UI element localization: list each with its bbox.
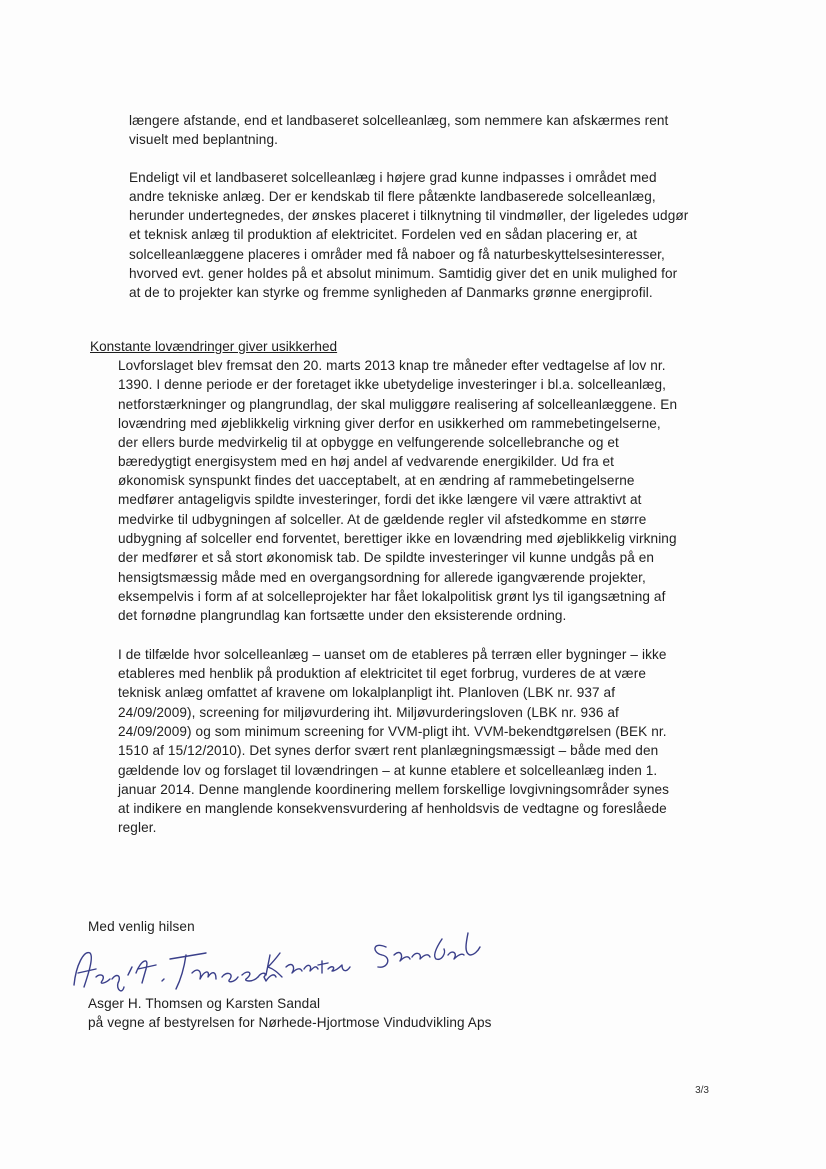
text-line: 24/09/2009), screening for miljøvurdering iht. Miljøvurderingsloven (LBK nr. 936 af: [118, 705, 619, 720]
text-line: det fornødne plangrundlag kan fortsætte under den eksisterende ordning.: [118, 608, 567, 623]
text-line: lovændring med øjeblikkelig virkning giver derfor en usikkerhed om rammebetingelserne,: [118, 416, 661, 431]
text-line: gældende lov og forslaget til lovændringen – at kunne etablere et solcelleanlæg inden 1.: [118, 763, 658, 778]
text-line: Lovforslaget blev fremsat den 20. marts 2013 knap tre måneder efter vedtagelse af lov nr.: [118, 358, 666, 373]
text-line: 24/09/2009) og som minimum screening for VVM-pligt iht. VVM-bekendtgørelsen (BEK nr.: [118, 724, 667, 739]
text-line: hvorved evt. gener holdes på et absolut minimum. Samtidig giver det en unik mulighed for: [129, 266, 678, 281]
text-line: solcelleanlæggene placeres i områder med få naboer og få naturbeskyttelsesinteresser,: [129, 247, 665, 262]
text-line: andre tekniske anlæg. Der er kendskab til flere påtænkte landbaserede solcelleanlæg,: [129, 189, 656, 204]
section-heading: Konstante lovændringer giver usikkerhed: [90, 339, 338, 354]
text-line: et teknisk anlæg til produktion af elektricitet. Fordelen ved en sådan placering er, at: [129, 227, 638, 242]
text-line: hensigtsmæssig måde med en overgangsordning for allerede igangværende projekter,: [118, 570, 646, 585]
text-line: etableres med henblik på produktion af elektricitet til eget forbrug, vurderes de at være: [118, 666, 647, 681]
text-line: 1510 af 15/12/2010). Det synes derfor svært rent planlægningsmæssigt – både med den: [118, 743, 659, 758]
text-line: teknisk anlæg omfattet af kravene om lokalplanpligt iht. Planloven (LBK nr. 937 af: [118, 685, 616, 700]
signatory-names: Asger H. Thomsen og Karsten Sandal: [88, 996, 321, 1011]
text-line: 1390. I denne periode er der foretaget ikke ubetydelige investeringer i bl.a. solcelleanlæg,: [118, 377, 667, 392]
text-line: der ellers burde medvirkelig til at opbygge en velfungerende solcellebranche og et: [118, 435, 619, 450]
text-line: regler.: [118, 820, 157, 835]
signatory-role: på vegne af bestyrelsen for Nørhede-Hjortmose Vindudvikling Aps: [88, 1015, 492, 1030]
text-line: at indikere en manglende konsekvensvurdering af henholdsvis de vedtagne og foreslåede: [118, 801, 667, 816]
text-line: økonomisk synspunkt findes det uacceptabelt, at en ændring af rammebetingelserne: [118, 473, 635, 488]
text-line: eksempelvis i form af at solcelleprojekter har fået lokalpolitisk grønt lys til igangsætning af: [118, 589, 666, 604]
text-line: januar 2014. Denne manglende koordinering mellem forskellige lovgivningsområder synes: [118, 782, 670, 797]
text-line: der medfører et så stort økonomisk tab. De spildte investeringer vil kunne undgås på en: [118, 550, 655, 565]
handwritten-signature: [66, 925, 486, 1005]
closing-greeting: Med venlig hilsen: [88, 919, 195, 934]
text-line: herunder undertegnedes, der ønskes placeret i tilknytning til vindmøller, der ligeledes udgør: [129, 208, 689, 223]
text-line: at de to projekter kan styrke og fremme synligheden af Danmarks grønne energiprofil.: [129, 285, 653, 300]
text-line: netforstærkninger og plangrundlag, der skal muliggøre realisering af solcelleanlæggene. En: [118, 397, 678, 412]
text-line: bæredygtigt energisystem med en høj andel af vedvarende energikilder. Ud fra et: [118, 454, 615, 469]
text-line: medfører antageligvis spildte investeringer, fordi det ikke længere vil være attraktivt at: [118, 492, 642, 507]
text-line: medvirke til udbygningen af solceller. At de gældende regler vil afstedkomme en større: [118, 512, 647, 527]
page-number: 3/3: [695, 1085, 709, 1096]
text-line: længere afstande, end et landbaseret solcelleanlæg, som nemmere kan afskærmes rent: [129, 113, 669, 128]
text-line: Endeligt vil et landbaseret solcelleanlæg i højere grad kunne indpasses i området med: [129, 170, 657, 185]
text-line: udbygning af solceller end forventet, berettiger ikke en lovændring med øjeblikkelig virkning: [118, 531, 677, 546]
text-line: visuelt med beplantning.: [129, 132, 279, 147]
text-line: I de tilfælde hvor solcelleanlæg – uanset om de etableres på terræn eller bygninger – ikke: [118, 647, 667, 662]
